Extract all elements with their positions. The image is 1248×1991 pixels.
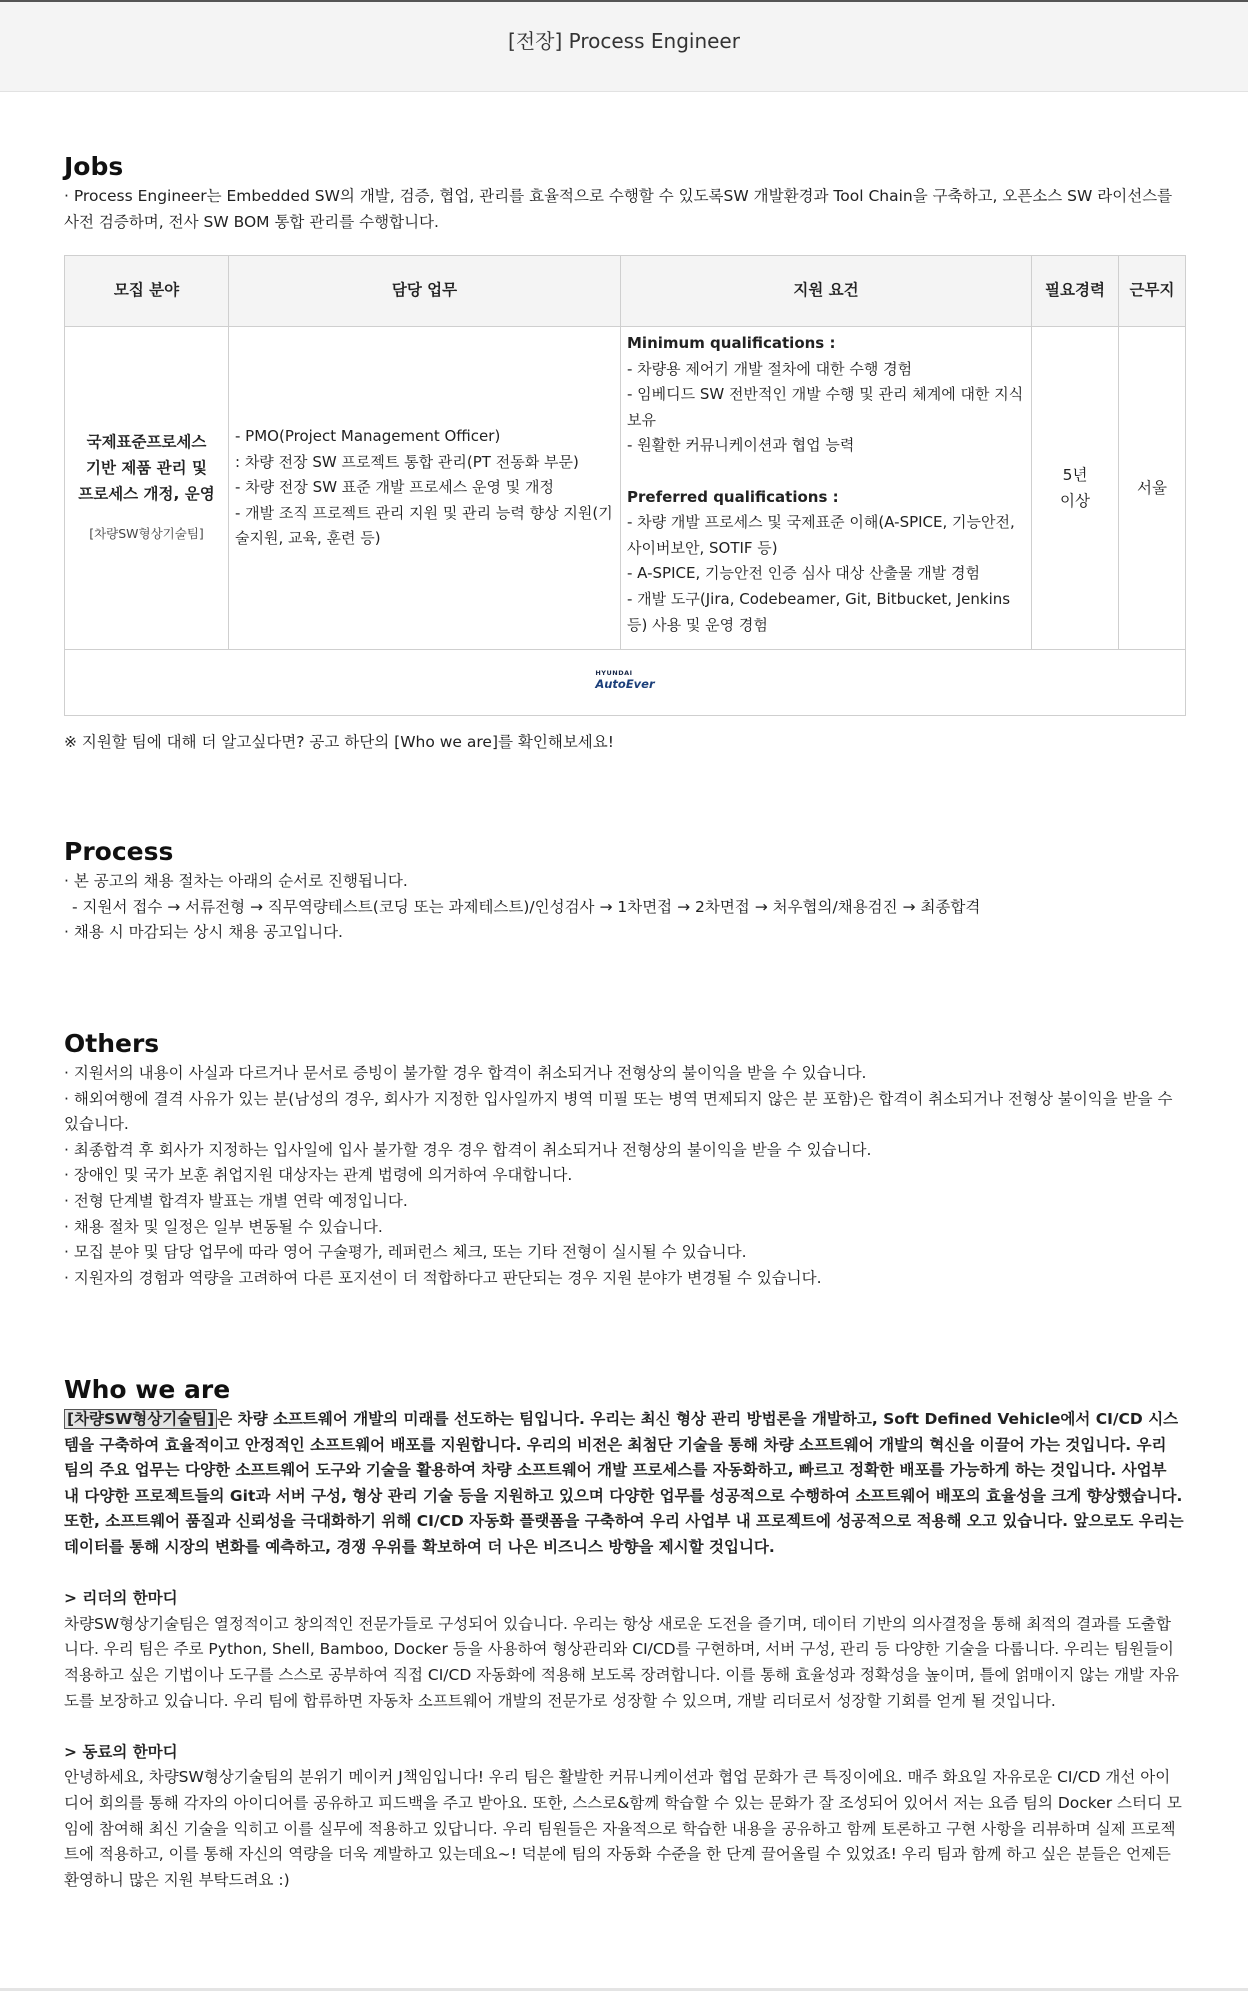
page-title: [전장] Process Engineer — [508, 29, 740, 53]
career-line: 5년 — [1062, 466, 1088, 484]
pref-qual-title: Preferred qualifications : — [627, 487, 839, 506]
process-line: - 지원서 접수 → 서류전형 → 직무역량테스트(코딩 또는 과제테스트)/인성검사 → 1차면접 → 2차면접 → 처우협의/채용검진 → 최종합격 — [72, 897, 981, 916]
others-line: · 채용 절차 및 일정은 일부 변동될 수 있습니다. — [64, 1217, 383, 1236]
field-line: 기반 제품 관리 및 — [85, 459, 207, 478]
peer-text: 안녕하세요, 차량SW형상기술팀의 분위기 메이커 J책임입니다! 우리 팀은 활발한 커뮤니케이션과 협업 문화가 큰 특징이에요. 매주 화요일 자유로운 CI/CD 개선 아이디어 회의를 통해 각자의 아이디어를 공유하고 피드백을 주고 받아요. 또한, 스스로&함께 학습할 수 있는 문화가 잘 조성되어 있어서 저는 요즘 팀의 Docker 스터디 모임에 참여해 최신 기술을 익히고 이를 실무에 적용하고 있답니다. 우리 팀원들은 자율적으로 학습한 내용을 공유하고 함께 토론하고 구현 사항을 리뷰하며 실제 프로젝트에 적용하고, 이를 통해 자신의 역량을 더욱 계발하고 있는데요~! 덕분에 팀의 자동화 수준을 한 단계 끌어올릴 수 있었죠! 우리 팀과 함께 하고 싶은 분들은 언제든 환영하니 많은 지원 부탁드려요 :) — [64, 1768, 1182, 1889]
jobs-intro: · Process Engineer는 Embedded SW의 개발, 검증, 협업, 관리를 효율적으로 수행할 수 있도록SW 개발환경과 Tool Chain을 구축하고, 오픈소스 SW 라이선스를 사전 검증하며, 전사 SW BOM 통합 관리를 수행합니다. — [64, 187, 1173, 231]
process-line: · 채용 시 마감되는 상시 채용 공고입니다. — [64, 923, 343, 942]
duty-item: - 개발 조직 프로젝트 관리 지원 및 관리 능력 향상 지원(기술지원, 교육, 훈련 등) — [235, 503, 613, 548]
jobs-section — [64, 150, 1184, 235]
requirements-cell — [621, 327, 1032, 650]
who-we-are-note: ※ 지원할 팀에 대해 더 알고싶다면? 공고 하단의 [Who we are]를 확인해보세요! — [64, 733, 614, 751]
team-name: [차량SW형상기술팀] — [89, 526, 204, 542]
logo-bottom-text: AutoEver — [595, 677, 655, 692]
duty-item: : 차량 전장 SW 프로젝트 통합 관리(PT 전동화 부문) — [235, 452, 579, 471]
field-line: 프로세스 개정, 운영 — [78, 485, 215, 504]
others-line: · 최종합격 후 회사가 지정하는 입사일에 입사 불가할 경우 경우 합격이 취소되거나 전형상의 불이익을 받을 수 있습니다. — [64, 1140, 872, 1159]
others-line: · 모집 분야 및 담당 업무에 따라 영어 구술평가, 레퍼런스 체크, 또는 기타 전형이 실시될 수 있습니다. — [64, 1243, 747, 1262]
pref-qual-item: - 개발 도구(Jira, Codebeamer, Git, Bitbucket, Jenkins 등) 사용 및 운영 경험 — [627, 589, 1011, 634]
logo-top-text: HYUNDAI — [595, 669, 633, 678]
career-line: 이상 — [1060, 492, 1090, 510]
location-cell: 서울 — [1119, 327, 1186, 650]
others-line: · 장애인 및 국가 보훈 취업지원 대상자는 관계 법령에 의거하여 우대합니다. — [64, 1166, 573, 1185]
career-cell — [1032, 327, 1119, 650]
others-line: · 지원서의 내용이 사실과 다르거나 문서로 증빙이 불가할 경우 합격이 취소되거나 전형상의 불이익을 받을 수 있습니다. — [64, 1064, 867, 1082]
min-qual-item: - 차량용 제어기 개발 절차에 대한 수행 경험 — [627, 359, 913, 378]
peer-title: > 동료의 한마디 — [64, 1742, 178, 1761]
others-section — [64, 1027, 1184, 1291]
who-intro-text: 은 차량 소프트웨어 개발의 미래를 선도하는 팀입니다. 우리는 최신 형상 관리 방법론을 개발하고, Soft Defined Vehicle에서 CI/CD 시스템을 구축하여 효율적이고 안정적인 소프트웨어 배포를 지원합니다. 우리의 비전은 최첨단 기술을 통해 차량 소프트웨어 개발의 혁신을 이끌어 가는 것입니다. 우리 팀의 주요 업무는 다양한 소프트웨어 도구와 기술을 활용하여 차량 소프트웨어 개발 프로세스를 자동화하고, 빠르고 정확한 배포를 가능하게 하는 것입니다. 사업부 내 다양한 프로젝트들의 Git과 서버 구성, 형상 관리 기술 등을 지원하고 있으며 다양한 업무를 성공적으로 수행하여 소프트웨어 배포의 효율성을 크게 향상했습니다. 또한, 소프트웨어 품질과 신뢰성을 극대화하기 위해 CI/CD 자동화 플랫폼을 구축하여 우리 사업부 내 프로젝트에 성공적으로 적용해 오고 있습니다. 앞으로도 우리는 데이터를 통해 시장의 변화를 예측하고, 경쟁 우위를 확보하여 더 나은 비즈니스 방향을 제시할 것입니다. — [64, 1410, 1184, 1556]
table-row — [65, 327, 1186, 650]
others-line: · 해외여행에 결격 사유가 있는 분(남성의 경우, 회사가 지정한 입사일까지 병역 미필 또는 병역 면제되지 않은 분 포함)은 합격이 취소되거나 전형상 불이익을 받을 수 있습니다. — [64, 1089, 1173, 1134]
pref-qual-item: - A-SPICE, 기능안전 인증 심사 대상 산출물 개발 경험 — [627, 564, 980, 583]
who-heading: Who we are — [64, 1375, 231, 1404]
others-heading: Others — [64, 1029, 160, 1058]
page-header — [0, 0, 1248, 92]
process-line: · 본 공고의 채용 절차는 아래의 순서로 진행됩니다. — [64, 872, 408, 890]
hyundai-autoever-logo — [595, 668, 654, 691]
job-table — [64, 255, 1186, 716]
others-line: · 전형 단계별 합격자 발표는 개별 연락 예정입니다. — [64, 1191, 408, 1210]
duty-item: - 차량 전장 SW 표준 개발 프로세스 운영 및 개정 — [235, 478, 555, 497]
field-line: 국제표준프로세스 — [86, 433, 207, 452]
col-header-career: 필요경력 — [1032, 256, 1119, 327]
col-header-location: 근무지 — [1119, 256, 1186, 327]
process-heading: Process — [64, 837, 174, 866]
logo-cell — [65, 650, 1186, 716]
pref-qual-item: - 차량 개발 프로세스 및 국제표준 이해(A-SPICE, 기능안전, 사이버보안, SOTIF 등) — [627, 513, 1015, 557]
duty-item: - PMO(Project Management Officer) — [235, 427, 501, 446]
leader-title: > 리더의 한마디 — [64, 1589, 178, 1608]
job-table-header-row — [65, 256, 1186, 327]
min-qual-title: Minimum qualifications : — [627, 334, 836, 352]
others-line: · 지원자의 경험과 역량을 고려하여 다른 포지션이 더 적합하다고 판단되는 경우 지원 분야가 변경될 수 있습니다. — [64, 1268, 822, 1287]
jobs-heading: Jobs — [64, 152, 124, 181]
process-section — [64, 835, 1184, 946]
min-qual-item: - 원활한 커뮤니케이션과 협업 능력 — [627, 436, 855, 455]
who-we-are-section — [64, 1373, 1184, 1893]
leader-text: 차량SW형상기술팀은 열정적이고 창의적인 전문가들로 구성되어 있습니다. 우리는 항상 새로운 도전을 즐기며, 데이터 기반의 의사결정을 통해 최적의 결과를 도출합니다. 우리 팀은 주로 Python, Shell, Bamboo, Docker 등을 사용하여 형상관리와 CI/CD를 구현하며, 서버 구성, 관리 등 다양한 기술을 다룹니다. 우리는 팀원들이 적용하고 싶은 기법이나 도구를 스스로 공부하여 직접 CI/CD 자동화에 적용해 보도록 장려합니다. 이를 통해 효율성과 정확성을 높이며, 틀에 얽매이지 않는 개발 자유도를 보장하고 있습니다. 우리 팀에 합류하면 자동차 소프트웨어 개발의 전문가로 성장할 수 있으며, 개발 리더로서 성장할 기회를 얻게 될 것입니다. — [64, 1614, 1179, 1710]
col-header-duty: 담당 업무 — [229, 256, 621, 327]
duty-cell — [229, 327, 621, 650]
who-intro — [64, 1407, 1184, 1561]
field-cell — [65, 327, 229, 650]
team-tag: [차량SW형상기술팀] — [64, 1409, 217, 1429]
col-header-field: 모집 분야 — [65, 256, 229, 327]
col-header-requirements: 지원 요건 — [621, 256, 1032, 327]
min-qual-item: - 임베디드 SW 전반적인 개발 수행 및 관리 체계에 대한 지식 보유 — [627, 385, 1024, 429]
logo-row — [65, 650, 1186, 716]
